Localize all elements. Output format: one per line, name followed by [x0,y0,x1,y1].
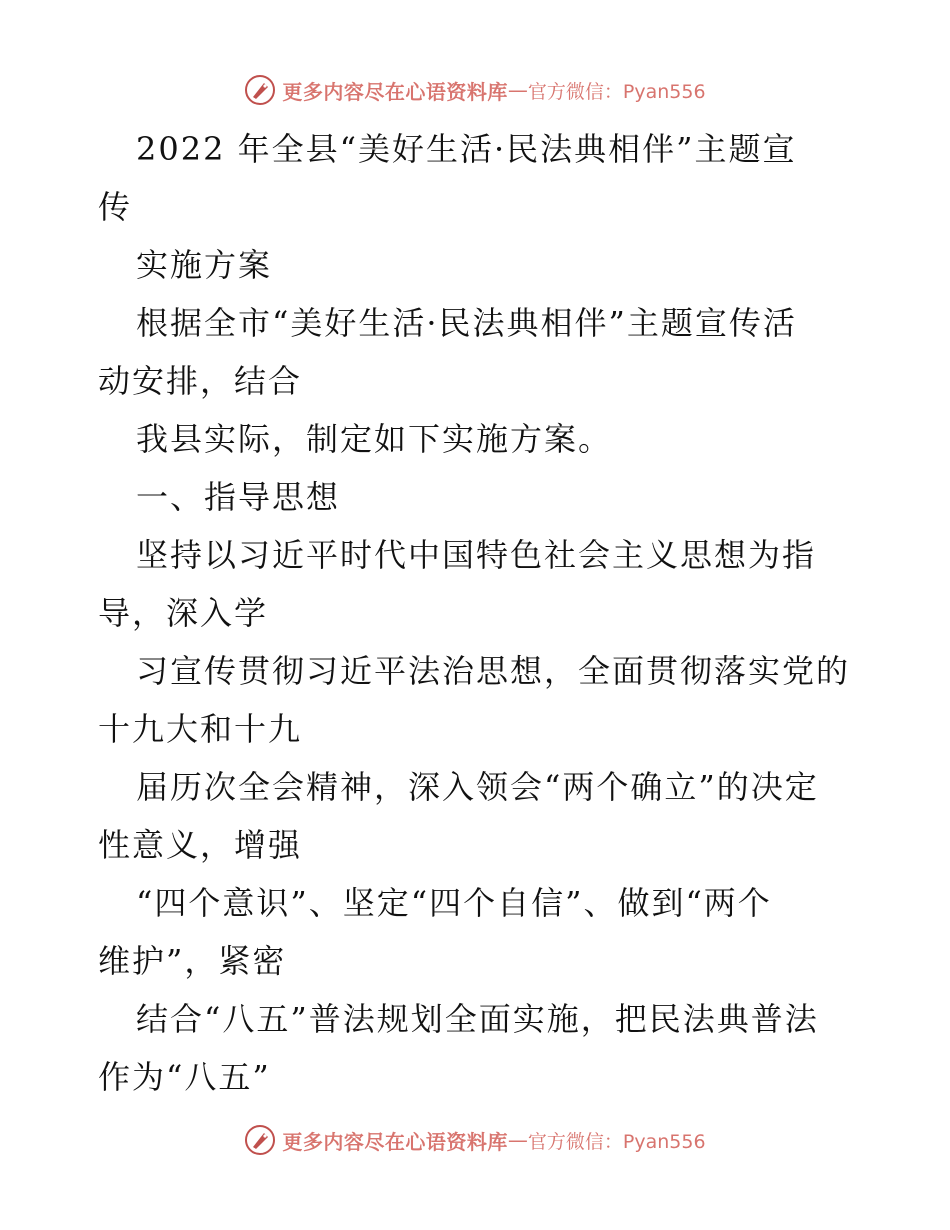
pen-nib-logo-icon [244,74,276,106]
body-line: 结合“八五”普法规划全面实施，把民法典普法 [136,1000,819,1038]
body-line: 坚持以习近平时代中国特色社会主义思想为指 [136,536,817,574]
body-line: 习宣传贯彻习近平法治思想，全面贯彻落实党的 [136,652,851,690]
section-heading: 一、指导思想 [136,478,341,516]
body-line: 我县实际，制定如下实施方案。 [136,420,613,458]
body-line: 届历次全会精神，深入领会“两个确立”的决定 [136,768,819,806]
pen-nib-logo-icon [244,1124,276,1156]
banner-brand: 更多内容尽在心语资料库 [282,79,508,104]
subtitle-line: 实施方案 [136,246,273,284]
body-line: 性意义，增强 [98,826,303,864]
body-line: “四个意识”、坚定“四个自信”、做到“两个 [136,884,772,922]
body-line: 根据全市“美好生活·民法典相伴”主题宣传活 [136,304,797,342]
document-body [98,120,858,1106]
banner-brand: 更多内容尽在心语资料库 [282,1129,508,1154]
body-line: 十九大和十九 [98,710,303,748]
body-line: 维护”，紧密 [98,942,287,980]
body-line: 作为“八五” [98,1058,271,1096]
banner-dash: — [507,78,528,102]
body-line: 动安排，结合 [98,362,303,400]
banner-dash: — [507,1128,528,1152]
banner-contact: 官方微信：Pyan556 [527,80,706,103]
title-line-2: 传 [98,188,133,226]
title-line-1: 2022 年全县“美好生活·民法典相伴”主题宣 [136,130,797,168]
footer-banner [0,1120,950,1160]
banner-contact: 官方微信：Pyan556 [527,1130,706,1153]
header-banner [0,70,950,110]
body-line: 导，深入学 [98,594,269,632]
